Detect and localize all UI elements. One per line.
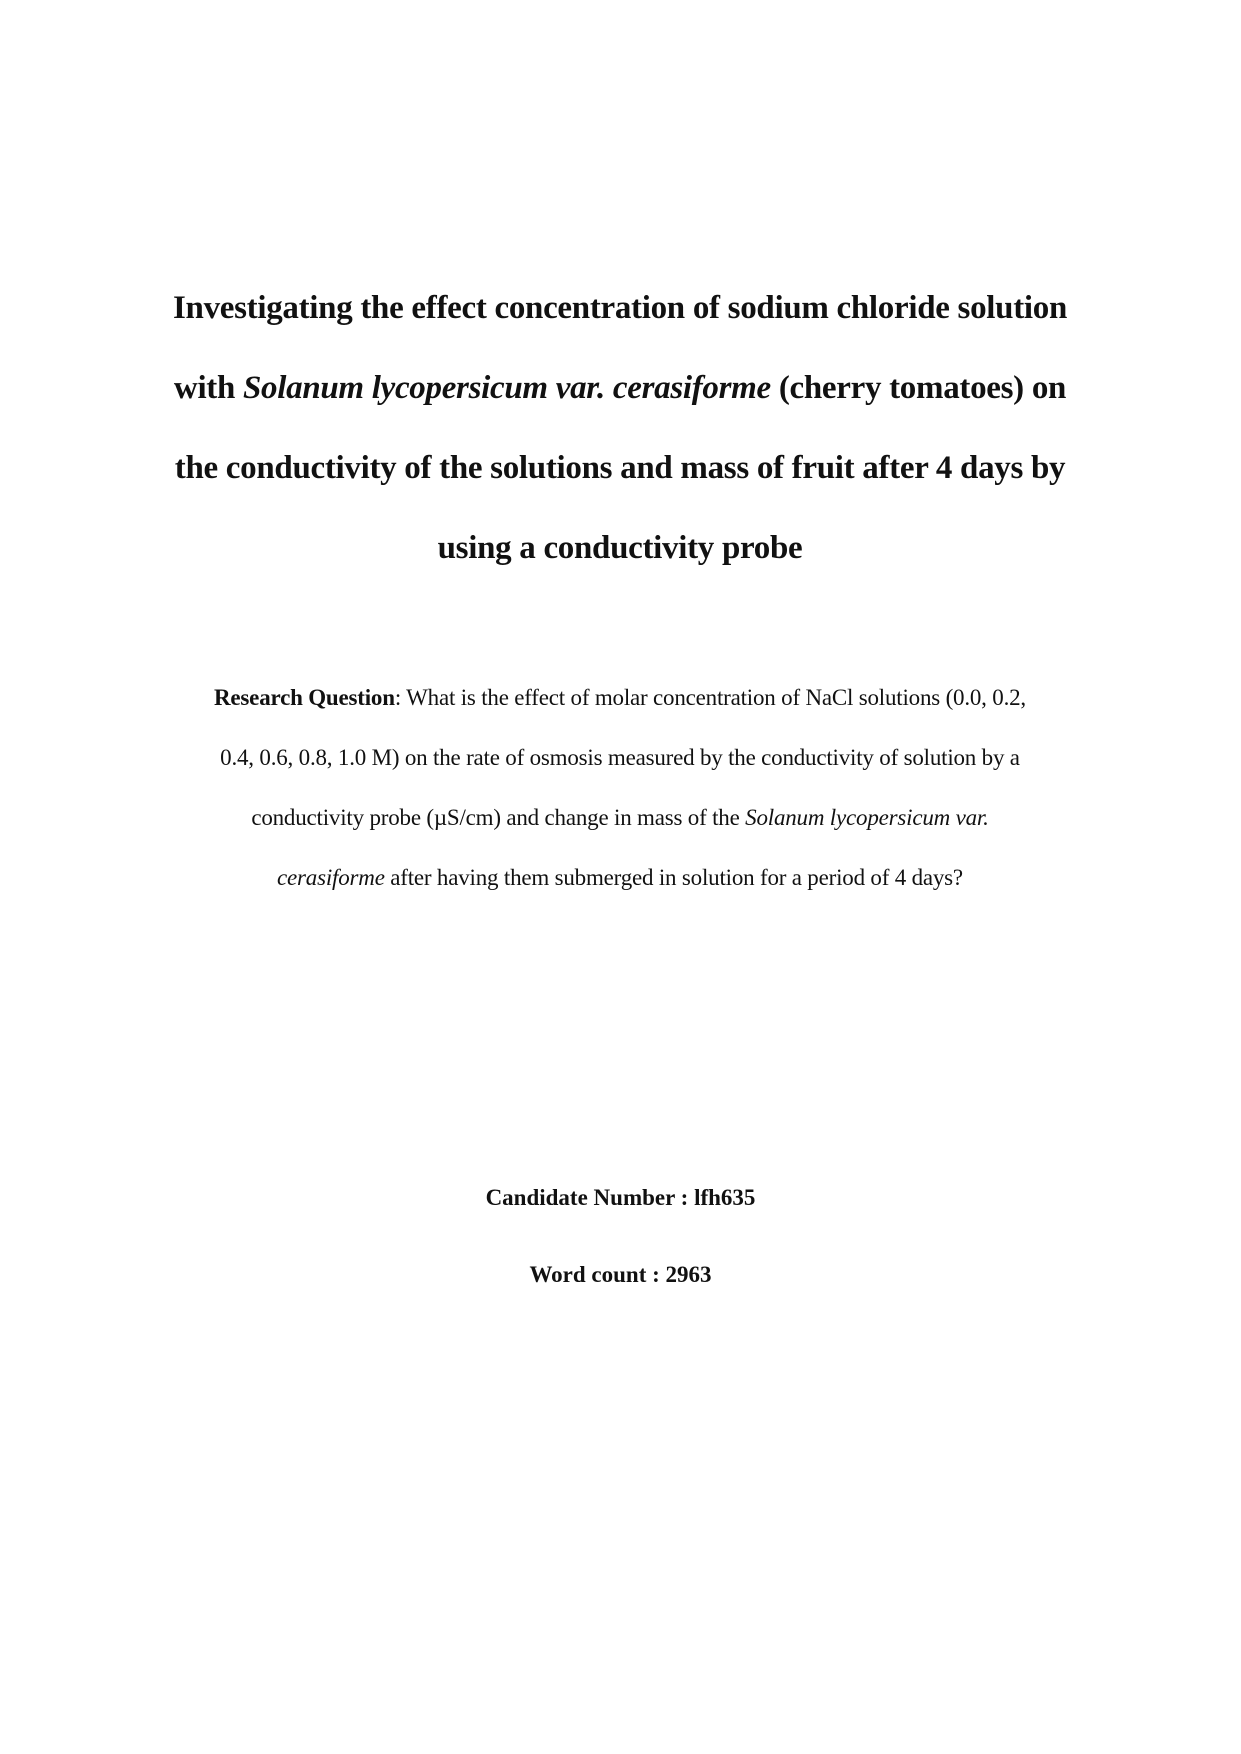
- rq-line-4-suffix: after having them submerged in solution for a period of 4 days?: [384, 865, 963, 890]
- title-line-4: using a conductivity probe: [437, 530, 803, 566]
- research-question: [160, 668, 1080, 908]
- rq-line-3: [160, 788, 1080, 848]
- rq-species-variety: cerasiforme: [277, 865, 385, 890]
- rq-line-4: [160, 848, 1080, 908]
- rq-species-name: Solanum lycopersicum var.: [745, 805, 989, 830]
- rq-line-1-text: : What is the effect of molar concentration of NaCl solutions (0.0, 0.2,: [394, 685, 1026, 710]
- title-line-1: Investigating the effect concentration of sodium chloride solution: [172, 290, 1068, 326]
- species-name: Solanum lycopersicum var. cerasiforme: [243, 370, 771, 406]
- word-count: Word count : 2963: [529, 1262, 712, 1287]
- rq-line-1: [160, 668, 1080, 728]
- rq-line-2: 0.4, 0.6, 0.8, 1.0 M) on the rate of osmosis measured by the conductivity of solution by a: [220, 745, 1020, 770]
- title-line-2-suffix: (cherry tomatoes) on: [770, 370, 1067, 406]
- title-line-2-prefix: with: [173, 370, 243, 406]
- document-title: [150, 268, 1090, 588]
- title-line-2: [150, 348, 1090, 428]
- rq-line-3-prefix: conductivity probe (µS/cm) and change in mass of the: [251, 805, 746, 830]
- title-line-3: the conductivity of the solutions and mass of fruit after 4 days by: [174, 450, 1066, 486]
- rq-label: Research Question: [214, 685, 395, 710]
- candidate-number: Candidate Number : lfh635: [485, 1185, 756, 1210]
